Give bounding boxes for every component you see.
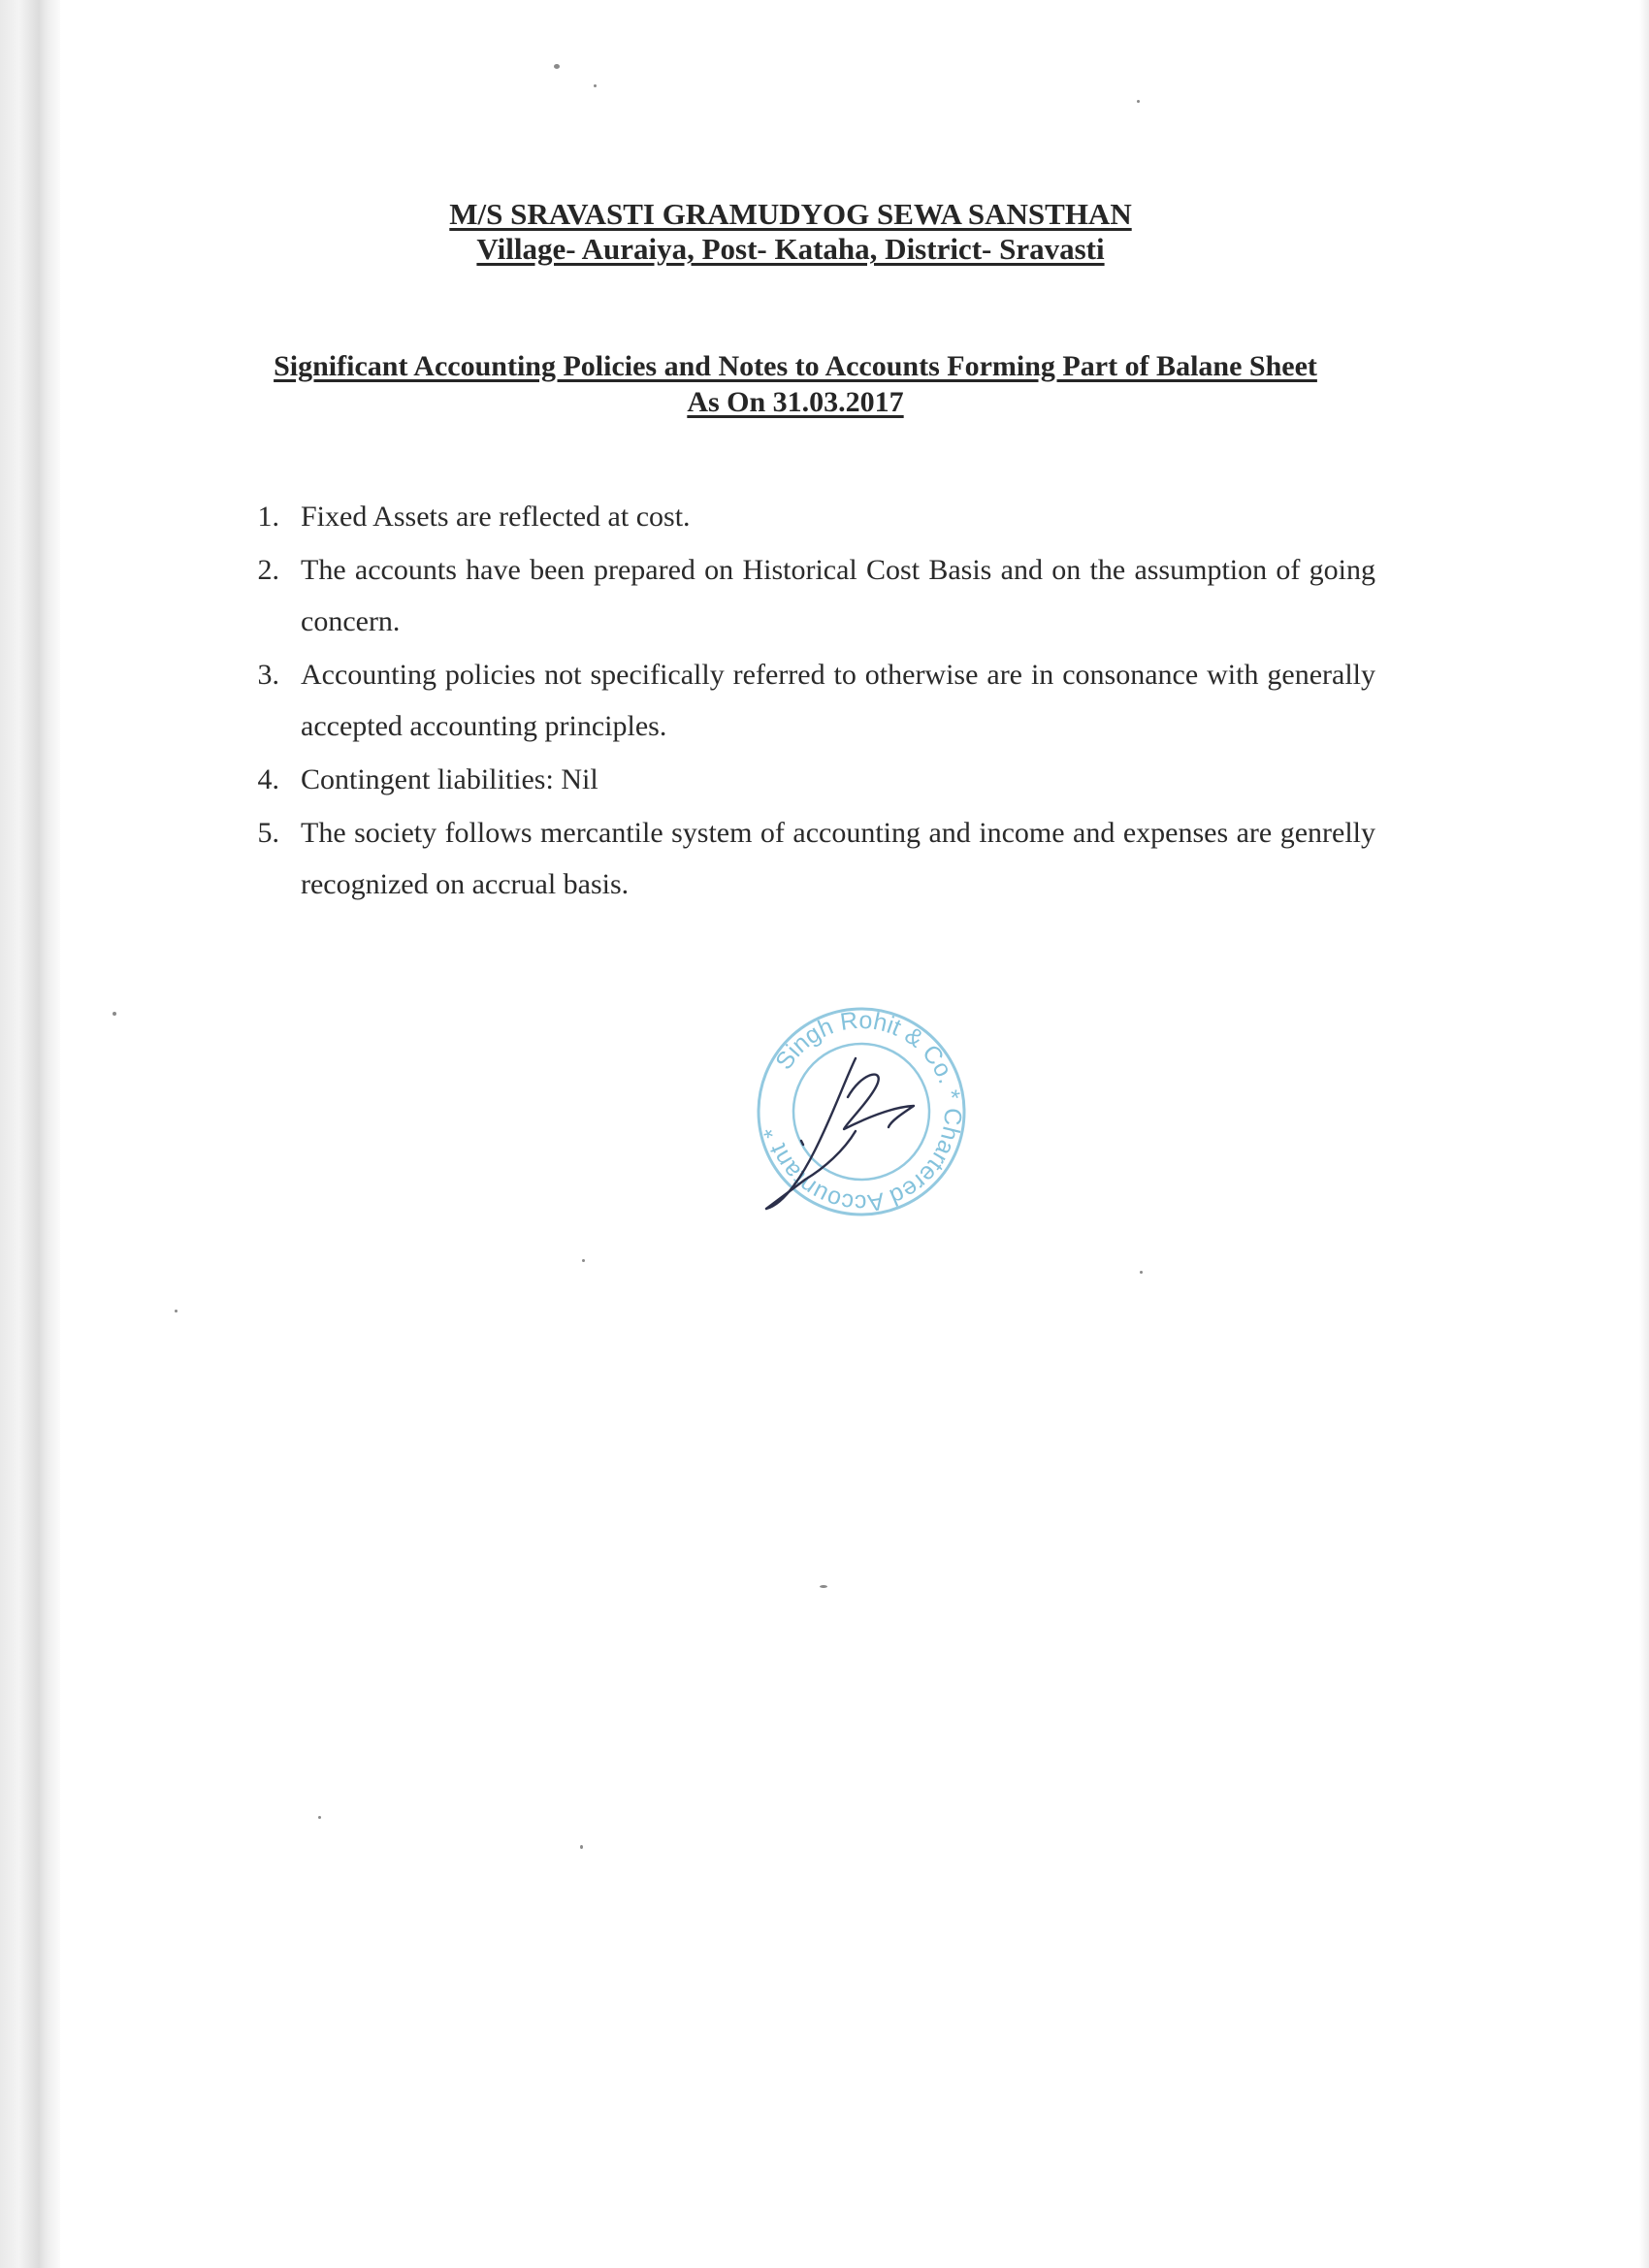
organization-address: Village- Auraiya, Post- Kataha, District- Sravasti bbox=[476, 232, 1105, 266]
stamp-seal-icon bbox=[747, 1005, 976, 1218]
note-item bbox=[242, 491, 1375, 542]
note-text: Fixed Assets are reflected at cost. bbox=[301, 501, 691, 533]
scan-speck bbox=[1140, 1271, 1143, 1274]
note-text: Contingent liabilities: Nil bbox=[301, 763, 598, 795]
scan-speck bbox=[318, 1816, 321, 1819]
scan-speck bbox=[113, 1012, 116, 1016]
notes-list bbox=[242, 491, 1375, 910]
scan-speck bbox=[554, 64, 560, 69]
ca-stamp-with-signature bbox=[747, 1005, 976, 1218]
note-item bbox=[242, 649, 1375, 752]
note-item bbox=[242, 544, 1375, 647]
scan-edge-right bbox=[1639, 0, 1649, 2268]
note-item bbox=[242, 807, 1375, 910]
scan-speck bbox=[580, 1845, 583, 1849]
scan-edge-left bbox=[0, 0, 60, 2268]
title-line-2: As On 31.03.2017 bbox=[687, 386, 904, 418]
scan-speck bbox=[175, 1310, 178, 1312]
note-text: The society follows mercantile system of accounting and income and expenses are genrelly recognized on accrual basis. bbox=[301, 817, 1375, 900]
scan-speck bbox=[820, 1585, 827, 1588]
organization-name: M/S SRAVASTI GRAMUDYOG SEWA SANSTHAN bbox=[449, 197, 1132, 231]
note-number: 4. bbox=[257, 763, 279, 795]
scan-speck bbox=[594, 84, 597, 87]
note-number: 1. bbox=[257, 501, 279, 533]
note-number: 3. bbox=[257, 659, 279, 691]
scan-speck bbox=[582, 1259, 585, 1262]
note-number: 2. bbox=[257, 554, 279, 586]
note-item bbox=[242, 754, 1375, 805]
stamp-text: Singh Rohit & Co. * Chartered Accountant * bbox=[758, 1006, 967, 1217]
note-number: 5. bbox=[257, 817, 279, 849]
document-title bbox=[184, 348, 1406, 420]
note-text: The accounts have been prepared on Historical Cost Basis and on the assumption of going concern. bbox=[301, 554, 1375, 637]
note-text: Accounting policies not specifically referred to otherwise are in consonance with generally accepted accounting principles. bbox=[301, 659, 1375, 742]
document-header bbox=[0, 197, 1581, 267]
title-line-1: Significant Accounting Policies and Notes to Accounts Forming Part of Balane Sheet bbox=[274, 350, 1317, 382]
scan-speck bbox=[1137, 100, 1140, 103]
